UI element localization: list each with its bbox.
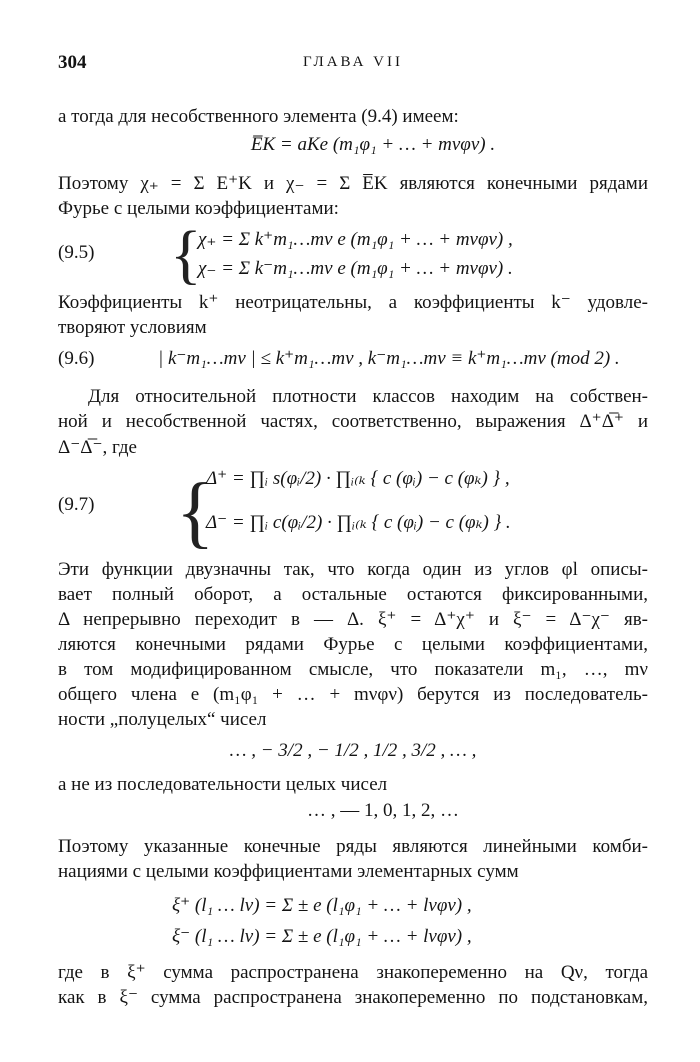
equation-label: (9.7) bbox=[58, 494, 95, 515]
text-line: ности „полуцелых“ чисел bbox=[58, 709, 267, 730]
text-line: а не из последовательности целых чисел bbox=[58, 774, 388, 795]
text-line: в том модифицированном смысле, что показатели m₁, …, mν bbox=[58, 659, 648, 680]
text-line: как в ξ⁻ сумма распространена знакопеременно по подстановкам, bbox=[58, 987, 648, 1008]
equation-line: Δ⁻ = ∏ᵢ c(φᵢ/2) · ∏ᵢ₍ₖ { c (φᵢ) − c (φₖ) } . bbox=[206, 512, 511, 533]
text-line: Поэтому указанные конечные ряды являются линейными комби- bbox=[58, 836, 648, 857]
equation-line: ξ⁺ (l₁ … lν) = Σ ± e (l₁φ₁ + … + lνφν) , bbox=[172, 895, 472, 916]
text-line: нациями с целыми коэффициентами элементарных сумм bbox=[58, 861, 519, 882]
left-brace: { bbox=[170, 218, 202, 291]
text-line: общего члена e (m₁φ₁ + … + mνφν) берутся из последователь- bbox=[58, 684, 648, 705]
integer-sequence: … , — 1, 0, 1, 2, … bbox=[307, 800, 459, 821]
text-line: а тогда для несобственного элемента (9.4) имеем: bbox=[58, 106, 459, 127]
text-line: творяют условиям bbox=[58, 317, 207, 338]
half-integer-sequence: … , − 3/2 , − 1/2 , 1/2 , 3/2 , … , bbox=[229, 740, 477, 761]
equation-line: Δ⁺ = ∏ᵢ s(φᵢ/2) · ∏ᵢ₍ₖ { c (φᵢ) − c (φₖ) } , bbox=[206, 468, 510, 489]
text-line: Δ непрерывно переходит в — Δ. ξ⁺ = Δ⁺χ⁺ и ξ⁻ = Δ⁻χ⁻ яв- bbox=[58, 609, 648, 630]
text-line: вает полный оборот, а остальные остаются фиксированными, bbox=[58, 584, 648, 605]
left-brace: { bbox=[176, 468, 215, 556]
text-line: Δ⁻Δ̅⁻, где bbox=[58, 437, 137, 458]
equation-label: (9.6) bbox=[58, 348, 95, 369]
equation-line: χ₊ = Σ k⁺m₁…mν e (m₁φ₁ + … + mνφν) , bbox=[198, 229, 513, 250]
text-line: ляются конечными рядами Фурье с целыми коэффициентами, bbox=[58, 634, 648, 655]
text-line: ной и несобственной частях, соответственно, выражения Δ⁺Δ̅⁺ и bbox=[58, 411, 648, 432]
equation-line: ξ⁻ (l₁ … lν) = Σ ± e (l₁φ₁ + … + lνφν) , bbox=[172, 926, 472, 947]
text-line: Коэффициенты k⁺ неотрицательны, а коэффициенты k⁻ удовле- bbox=[58, 292, 648, 313]
page-header bbox=[58, 52, 648, 78]
equation-label: (9.5) bbox=[58, 242, 95, 263]
text-line: Фурье с целыми коэффициентами: bbox=[58, 198, 339, 219]
text-line: Поэтому χ₊ = Σ E⁺K и χ₋ = Σ E̅K являются конечными рядами bbox=[58, 173, 648, 194]
chapter-title: ГЛАВА VII bbox=[302, 54, 403, 70]
equation-line: | k⁻m₁…mν | ≤ k⁺m₁…mν , k⁻m₁…mν ≡ k⁺m₁…mν (mod 2) . bbox=[158, 348, 620, 369]
text-line: Для относительной плотности классов находим на собствен- bbox=[88, 386, 648, 407]
page-number: 304 bbox=[58, 52, 87, 73]
text-line: Эти функции двузначны так, что когда один из углов φl описы- bbox=[58, 559, 648, 580]
equation-ek: E̅K = aKe (m₁φ₁ + … + mνφν) . bbox=[250, 134, 496, 155]
text-line: где в ξ⁺ сумма распространена знакопеременно на Qν, тогда bbox=[58, 962, 648, 983]
equation-line: χ₋ = Σ k⁻m₁…mν e (m₁φ₁ + … + mνφν) . bbox=[198, 258, 513, 279]
